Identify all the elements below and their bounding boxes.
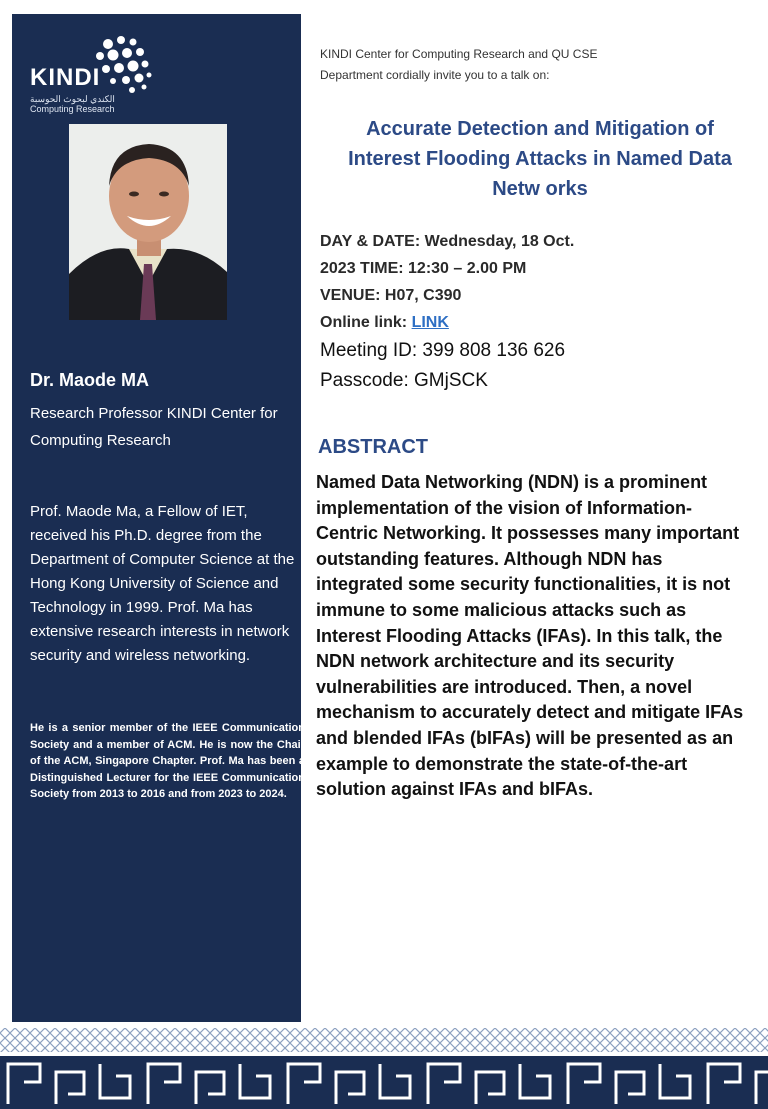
- online-link[interactable]: LINK: [411, 314, 449, 331]
- speaker-sidebar: [12, 14, 305, 1022]
- speaker-role: Research Professor KINDI Center for Computing Research: [30, 405, 278, 449]
- venue-line: VENUE: H07, C390: [320, 287, 462, 304]
- speaker-bio-primary: Prof. Maode Ma, a Fellow of IET, received his Ph.D. degree from the Department of Computer Science at the Hong Kong University of Science and Technology in 1999. Prof. Ma has extensive research interests in network security and wireless networking.: [30, 503, 295, 664]
- logo-subtitle: Computing Research: [30, 104, 115, 114]
- invitation-text: KINDI Center for Computing Research and QU CSE Department cordially invite you to a talk on:: [320, 47, 598, 82]
- online-link-label: Online link:: [320, 314, 408, 331]
- logo-name: KINDI: [30, 64, 101, 91]
- speaker-bio-secondary: He is a senior member of the IEEE Communication Society and a member of ACM. He is now the Chair of the ACM, Singapore Chapter. Prof. Ma has been a Distinguished Lecturer for the IEEE Communication Society from 2013 to 2016 and from 2023 to 2024.: [30, 722, 305, 800]
- speaker-photo: [69, 124, 227, 320]
- online-link-line: [320, 309, 740, 336]
- geometric-pattern-border-icon: [0, 1028, 768, 1109]
- day-date-line: DAY & DATE: Wednesday, 18 Oct.: [320, 233, 575, 250]
- meeting-id: Meeting ID: 399 808 136 626: [320, 340, 566, 361]
- logo-arabic-name: الكندي لبحوث الحوسبة: [30, 94, 115, 104]
- meeting-info: [320, 336, 565, 396]
- passcode: Passcode: GMjSCK: [320, 370, 488, 391]
- kindi-logo: [20, 28, 160, 114]
- speaker-name: Dr. Maode MA: [30, 370, 150, 390]
- speaker-portrait-icon: [69, 124, 227, 320]
- abstract-heading: ABSTRACT: [318, 436, 428, 458]
- time-line: 2023 TIME: 12:30 – 2.00 PM: [320, 260, 527, 277]
- abstract-body: Named Data Networking (NDN) is a prominent implementation of the vision of Information-Centric Networking. It possesses many important outstanding features. Although NDN has integrated some security functionalities, it is not immune to some malicious attacks such as Interest Flooding Attacks (IFAs). In this talk, the NDN network architecture and its security vulnerabilities are introduced. Then, a novel mechanism to accurately detect and mitigate IFAs and blended IFAs (bIFAs) will be presented as an example to demonstrate the state-of-the-art solution against IFAs and bIFAs.: [316, 472, 744, 800]
- talk-title: Accurate Detection and Mitigation of Interest Flooding Attacks in Named Data Netw orks: [348, 118, 732, 200]
- event-details: [320, 228, 740, 336]
